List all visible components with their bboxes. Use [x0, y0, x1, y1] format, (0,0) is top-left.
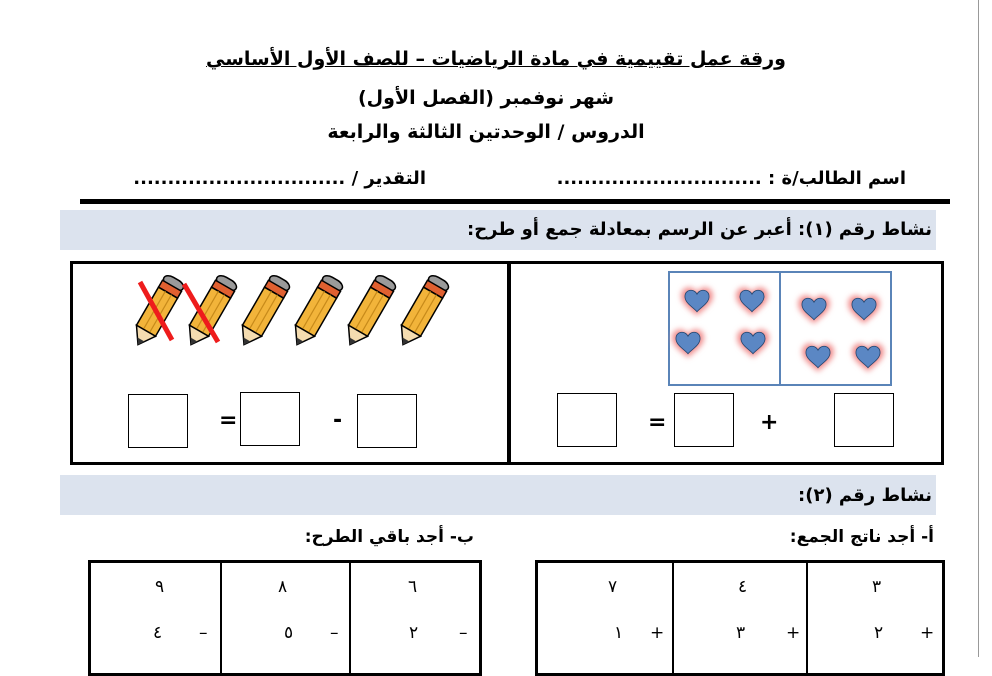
subtraction-table	[88, 560, 482, 676]
student-name-field[interactable]	[557, 168, 906, 189]
part-a-label: أ- أجد ناتج الجمع:	[789, 527, 934, 547]
activity1-title: نشاط رقم (١): أعبر عن الرسم بمعادلة جمع أو طرح:	[467, 219, 932, 240]
top-number: ٧	[608, 577, 618, 597]
minus-sign: –	[330, 623, 339, 643]
pencil-icon	[287, 273, 344, 350]
minus-sign: –	[459, 623, 468, 643]
worksheet-title: ورقة عمل تقييمية في مادة الرياضيات – للصف الأول الأساسي	[206, 48, 786, 70]
grade-field[interactable]	[133, 168, 426, 189]
top-number: ٣	[872, 577, 882, 597]
answer-box-subtrahend[interactable]	[240, 392, 300, 446]
plus-sign: +	[920, 623, 935, 643]
pencil-icon	[181, 273, 238, 350]
plus-sign: +	[760, 410, 779, 435]
answer-box-addend-1[interactable]	[834, 393, 894, 447]
equals-sign: =	[219, 408, 238, 433]
pencil-icon	[340, 273, 397, 350]
pencil-icon	[393, 273, 450, 350]
grade-dots: ...............................	[133, 168, 346, 189]
top-number: ٨	[278, 577, 288, 597]
lessons-line: الدروس / الوحدتين الثالثة والرابعة	[327, 121, 645, 143]
activity2-band	[60, 475, 936, 515]
bottom-number: ٢	[409, 623, 419, 643]
answer-box-sum[interactable]	[557, 393, 617, 447]
grade-label: التقدير /	[351, 168, 426, 189]
activity2-title: نشاط رقم (٢):	[798, 485, 932, 506]
plus-sign: +	[786, 623, 801, 643]
hearts-picture	[668, 271, 894, 387]
pencils-picture	[126, 262, 456, 354]
answer-box-addend-2[interactable]	[674, 393, 734, 447]
bottom-number: ٣	[736, 623, 746, 643]
header-divider	[80, 199, 950, 204]
activity1-band	[60, 210, 936, 250]
top-number: ٦	[408, 577, 418, 597]
student-name-dots: ..............................	[556, 168, 762, 189]
bottom-number: ١	[614, 623, 624, 643]
bottom-number: ٤	[153, 623, 163, 643]
pencil-icon	[234, 273, 291, 350]
top-number: ٤	[738, 577, 748, 597]
student-name-label: اسم الطالب/ة :	[768, 168, 906, 189]
answer-box-result[interactable]	[128, 394, 188, 448]
equals-sign: =	[648, 410, 667, 435]
bottom-number: ٢	[874, 623, 884, 643]
addition-table	[535, 560, 945, 676]
answer-box-minuend[interactable]	[357, 394, 417, 448]
plus-sign: +	[650, 623, 665, 643]
month-line: شهر نوفمبر (الفصل الأول)	[357, 87, 615, 109]
part-b-label: ب- أجد باقي الطرح:	[304, 527, 474, 547]
minus-sign: –	[199, 623, 208, 643]
minus-sign: -	[333, 408, 343, 433]
bottom-number: ٥	[284, 623, 294, 643]
top-number: ٩	[155, 577, 165, 597]
